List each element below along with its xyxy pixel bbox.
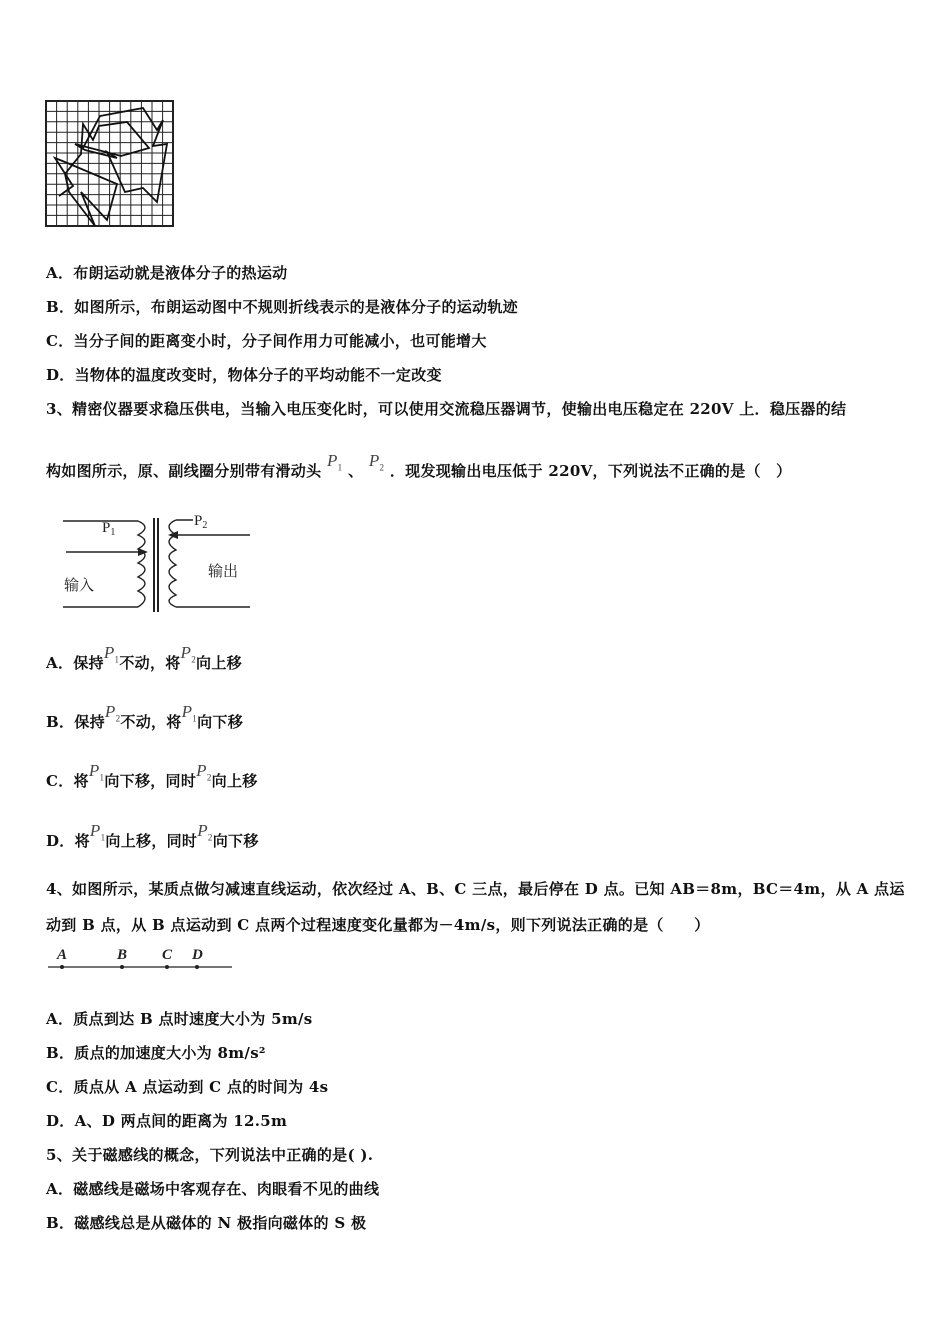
q2-option-b: B．如图所示，布朗运动图中不规则折线表示的是液体分子的运动轨迹 bbox=[46, 298, 518, 316]
q5-option-a: A．磁感线是磁场中客观存在、肉眼看不见的曲线 bbox=[46, 1180, 380, 1198]
q4-stem-line1: 4、如图所示，某质点做匀减速直线运动，依次经过 A、B、C 三点，最后停在 D 点。已知 AB＝8m，BC＝4m，从 A 点运 bbox=[46, 880, 905, 898]
point-d bbox=[195, 965, 199, 969]
q2-option-a: A．布朗运动就是液体分子的热运动 bbox=[46, 264, 288, 282]
label-c: C bbox=[162, 947, 173, 963]
q2-option-c: C．当分子间的距离变小时，分子间作用力可能减小，也可能增大 bbox=[46, 332, 487, 350]
q4-option-a: A．质点到达 B 点时速度大小为 5m/s bbox=[46, 1010, 313, 1028]
transformer-figure bbox=[58, 508, 258, 616]
q3-stem-text-b: ．现发现输出电压低于 220V，下列说法不正确的是（ ） bbox=[389, 462, 792, 480]
symbol-p1: $P_1$ bbox=[181, 702, 198, 724]
symbol-p2: $P_2$ bbox=[196, 761, 212, 783]
q5-stem: 5、关于磁感线的概念，下列说法中正确的是( ). bbox=[46, 1146, 374, 1164]
symbol-p2: $P_2$ bbox=[197, 821, 213, 843]
symbol-p1: $P_1$ bbox=[88, 761, 105, 783]
q3-stem-line2 bbox=[46, 451, 792, 482]
q4-stem-line2: 动到 B 点，从 B 点运动到 C 点两个过程速度变化量都为－4m/s，则下列说法正确的是（ ） bbox=[46, 916, 710, 934]
q5-option-b: B．磁感线总是从磁体的 N 极指向磁体的 S 极 bbox=[46, 1214, 367, 1232]
particle-trajectory bbox=[55, 108, 167, 226]
q4-option-b: B．质点的加速度大小为 8m/s² bbox=[46, 1044, 266, 1062]
q3-option-a: A．保持$P_1$不动，将$P_2$向上移 bbox=[46, 643, 242, 672]
symbol-p2: $P_2$ bbox=[180, 643, 197, 665]
q3-option-b: B．保持$P_2$不动，将$P_1$向下移 bbox=[46, 702, 243, 731]
q4-option-d: D．A、D 两点间的距离为 12.5m bbox=[46, 1112, 288, 1130]
q3-option-c: C．将$P_1$向下移，同时$P_2$向上移 bbox=[46, 761, 258, 790]
label-d: D bbox=[192, 947, 203, 963]
primary-coil bbox=[138, 521, 145, 607]
label-p1: $P_1$ bbox=[102, 520, 116, 538]
q2-option-d: D．当物体的温度改变时，物体分子的平均动能不一定改变 bbox=[46, 366, 442, 384]
q3-stem-separator: 、 bbox=[347, 462, 364, 480]
label-b: B bbox=[117, 947, 128, 963]
label-input: 输入 bbox=[64, 576, 95, 594]
label-output: 输出 bbox=[208, 562, 239, 580]
symbol-p1: $P_1$ bbox=[103, 643, 120, 665]
q4-option-c: C．质点从 A 点运动到 C 点的时间为 4s bbox=[46, 1078, 329, 1096]
point-c bbox=[165, 965, 169, 969]
point-a bbox=[60, 965, 64, 969]
label-p2: $P_2$ bbox=[194, 513, 208, 531]
point-b bbox=[120, 965, 124, 969]
symbol-p1: $P_1$ bbox=[326, 451, 343, 473]
symbol-p2: $P_2$ bbox=[104, 702, 121, 724]
q3-stem-line1: 3、精密仪器要求稳压供电，当输入电压变化时，可以使用交流稳压器调节，使输出电压稳定在 220V 上．稳压器的结 bbox=[46, 400, 847, 418]
grid bbox=[46, 101, 173, 226]
label-a: A bbox=[57, 947, 68, 963]
q3-stem-text-a: 构如图所示，原、副线圈分别带有滑动头 bbox=[46, 462, 322, 480]
symbol-p2: $P_2$ bbox=[368, 451, 385, 473]
symbol-p1: $P_1$ bbox=[89, 821, 106, 843]
q3-option-d: D．将$P_1$向上移，同时$P_2$向下移 bbox=[46, 821, 259, 850]
brownian-motion-figure bbox=[45, 100, 175, 228]
abcd-line-figure bbox=[46, 942, 236, 974]
